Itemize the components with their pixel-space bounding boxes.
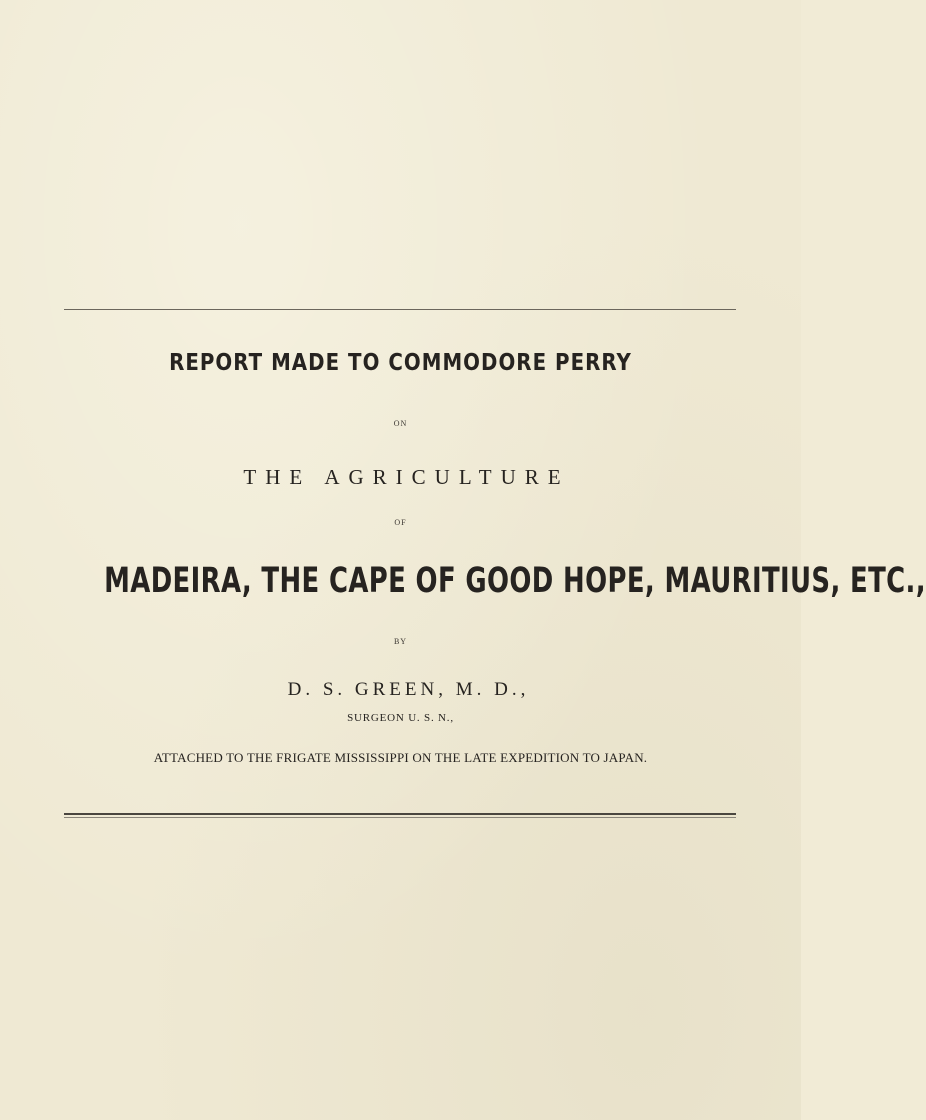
author-name: D. S. GREEN, M. D., bbox=[287, 679, 530, 700]
connector-on: ON bbox=[393, 419, 408, 428]
bottom-rule bbox=[64, 813, 736, 815]
author-credential: SURGEON U. S. N., bbox=[347, 712, 454, 724]
places-heading: MADEIRA, THE CAPE OF GOOD HOPE, MAURITIUS, ETC., bbox=[104, 561, 926, 601]
attachment-note: ATTACHED TO THE FRIGATE MISSISSIPPI ON THE LATE EXPEDITION TO JAPAN. bbox=[153, 750, 648, 765]
connector-of: OF bbox=[394, 518, 407, 527]
top-rule bbox=[64, 309, 736, 310]
subject-heading: THE AGRICULTURE bbox=[243, 465, 570, 489]
report-title: REPORT MADE TO COMMODORE PERRY bbox=[169, 350, 632, 376]
connector-by: BY bbox=[393, 637, 408, 646]
